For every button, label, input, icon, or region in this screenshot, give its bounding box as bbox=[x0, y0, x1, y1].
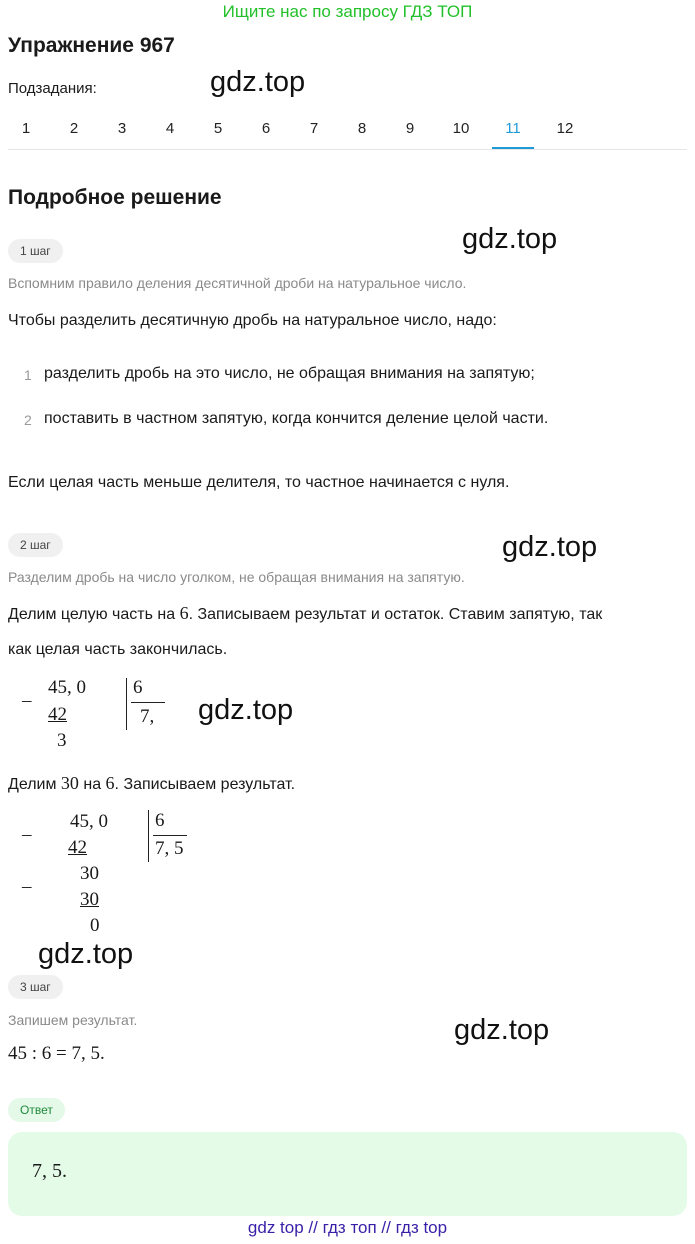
step-badge: 1 шаг bbox=[8, 239, 63, 263]
dividend: 45, 0 bbox=[70, 811, 108, 832]
tab-7[interactable]: 7 bbox=[309, 120, 319, 137]
remainder: 30 bbox=[80, 863, 99, 884]
tab-4[interactable]: 4 bbox=[165, 120, 175, 137]
tab-3[interactable]: 3 bbox=[117, 120, 127, 137]
tab-8[interactable]: 8 bbox=[357, 120, 367, 137]
divisor: 6 bbox=[155, 810, 165, 831]
minus-sign: – bbox=[22, 690, 32, 711]
promo-banner[interactable]: Ищите нас по запросу ГДЗ ТОП bbox=[222, 2, 473, 21]
step-hint: Разделим дробь на число уголком, не обращая внимания на запятую. bbox=[8, 569, 465, 585]
division-bar bbox=[126, 678, 127, 730]
exercise-title: Упражнение 967 bbox=[8, 34, 175, 57]
rule-note: Если целая часть меньше делителя, то частное начинается с нуля. bbox=[8, 474, 510, 491]
solution-title: Подробное решение bbox=[8, 186, 222, 209]
list-item: разделить дробь на это число, не обращая внимания на запятую; bbox=[44, 365, 535, 382]
tab-5[interactable]: 5 bbox=[213, 120, 223, 137]
watermark: gdz.top bbox=[502, 531, 598, 563]
answer-box bbox=[8, 1132, 687, 1216]
tab-11[interactable]: 11 bbox=[505, 120, 521, 137]
result-equation: 45 : 6 = 7, 5. bbox=[8, 1043, 105, 1064]
tab-9[interactable]: 9 bbox=[405, 120, 415, 137]
remainder: 0 bbox=[90, 915, 100, 936]
step-badge: 2 шаг bbox=[8, 533, 63, 557]
subtask-tabs bbox=[8, 116, 687, 150]
quotient: 7, bbox=[140, 706, 155, 727]
dividend: 45, 0 bbox=[48, 677, 86, 698]
footer-links[interactable]: gdz top // гдз топ // гдз top bbox=[247, 1218, 448, 1237]
tab-1[interactable]: 1 bbox=[21, 120, 31, 137]
subtasks-label: Подзадания: bbox=[8, 80, 97, 97]
step-text: как целая часть закончилась. bbox=[8, 641, 228, 658]
list-number: 2 bbox=[24, 412, 32, 428]
step-badge: 3 шаг bbox=[8, 975, 63, 999]
subtrahend: 30 bbox=[80, 889, 99, 910]
answer-badge: Ответ bbox=[8, 1098, 65, 1122]
watermark: gdz.top bbox=[38, 938, 134, 970]
quotient: 7, 5 bbox=[155, 838, 184, 859]
divisor-line bbox=[153, 835, 187, 836]
step-hint: Запишем результат. bbox=[8, 1012, 138, 1028]
tab-12[interactable]: 12 bbox=[556, 120, 574, 137]
watermark: gdz.top bbox=[198, 694, 294, 726]
remainder: 3 bbox=[57, 730, 67, 751]
list-item: поставить в частном запятую, когда кончится деление целой части. bbox=[44, 410, 549, 427]
tab-6[interactable]: 6 bbox=[261, 120, 271, 137]
step-text: Делим 30 на 6. Записываем результат. bbox=[8, 773, 296, 793]
step-text: Делим целую часть на 6. Записываем результат и остаток. Ставим запятую, так bbox=[8, 603, 603, 623]
watermark: gdz.top bbox=[462, 223, 558, 255]
subtrahend: 42 bbox=[48, 704, 67, 725]
list-number: 1 bbox=[24, 367, 32, 383]
watermark: gdz.top bbox=[210, 66, 306, 98]
tab-2[interactable]: 2 bbox=[69, 120, 79, 137]
step-hint: Вспомним правило деления десятичной дроби на натуральное число. bbox=[8, 275, 467, 291]
watermark: gdz.top bbox=[454, 1014, 550, 1046]
rule-intro: Чтобы разделить десятичную дробь на натуральное число, надо: bbox=[8, 312, 497, 329]
minus-sign: – bbox=[22, 824, 32, 845]
divisor: 6 bbox=[133, 677, 143, 698]
active-tab-indicator bbox=[492, 147, 534, 149]
subtrahend: 42 bbox=[68, 837, 87, 858]
minus-sign: – bbox=[22, 876, 32, 897]
answer-value: 7, 5. bbox=[32, 1160, 67, 1182]
division-bar bbox=[148, 810, 149, 862]
tab-10[interactable]: 10 bbox=[452, 120, 470, 137]
divisor-line bbox=[131, 702, 165, 703]
